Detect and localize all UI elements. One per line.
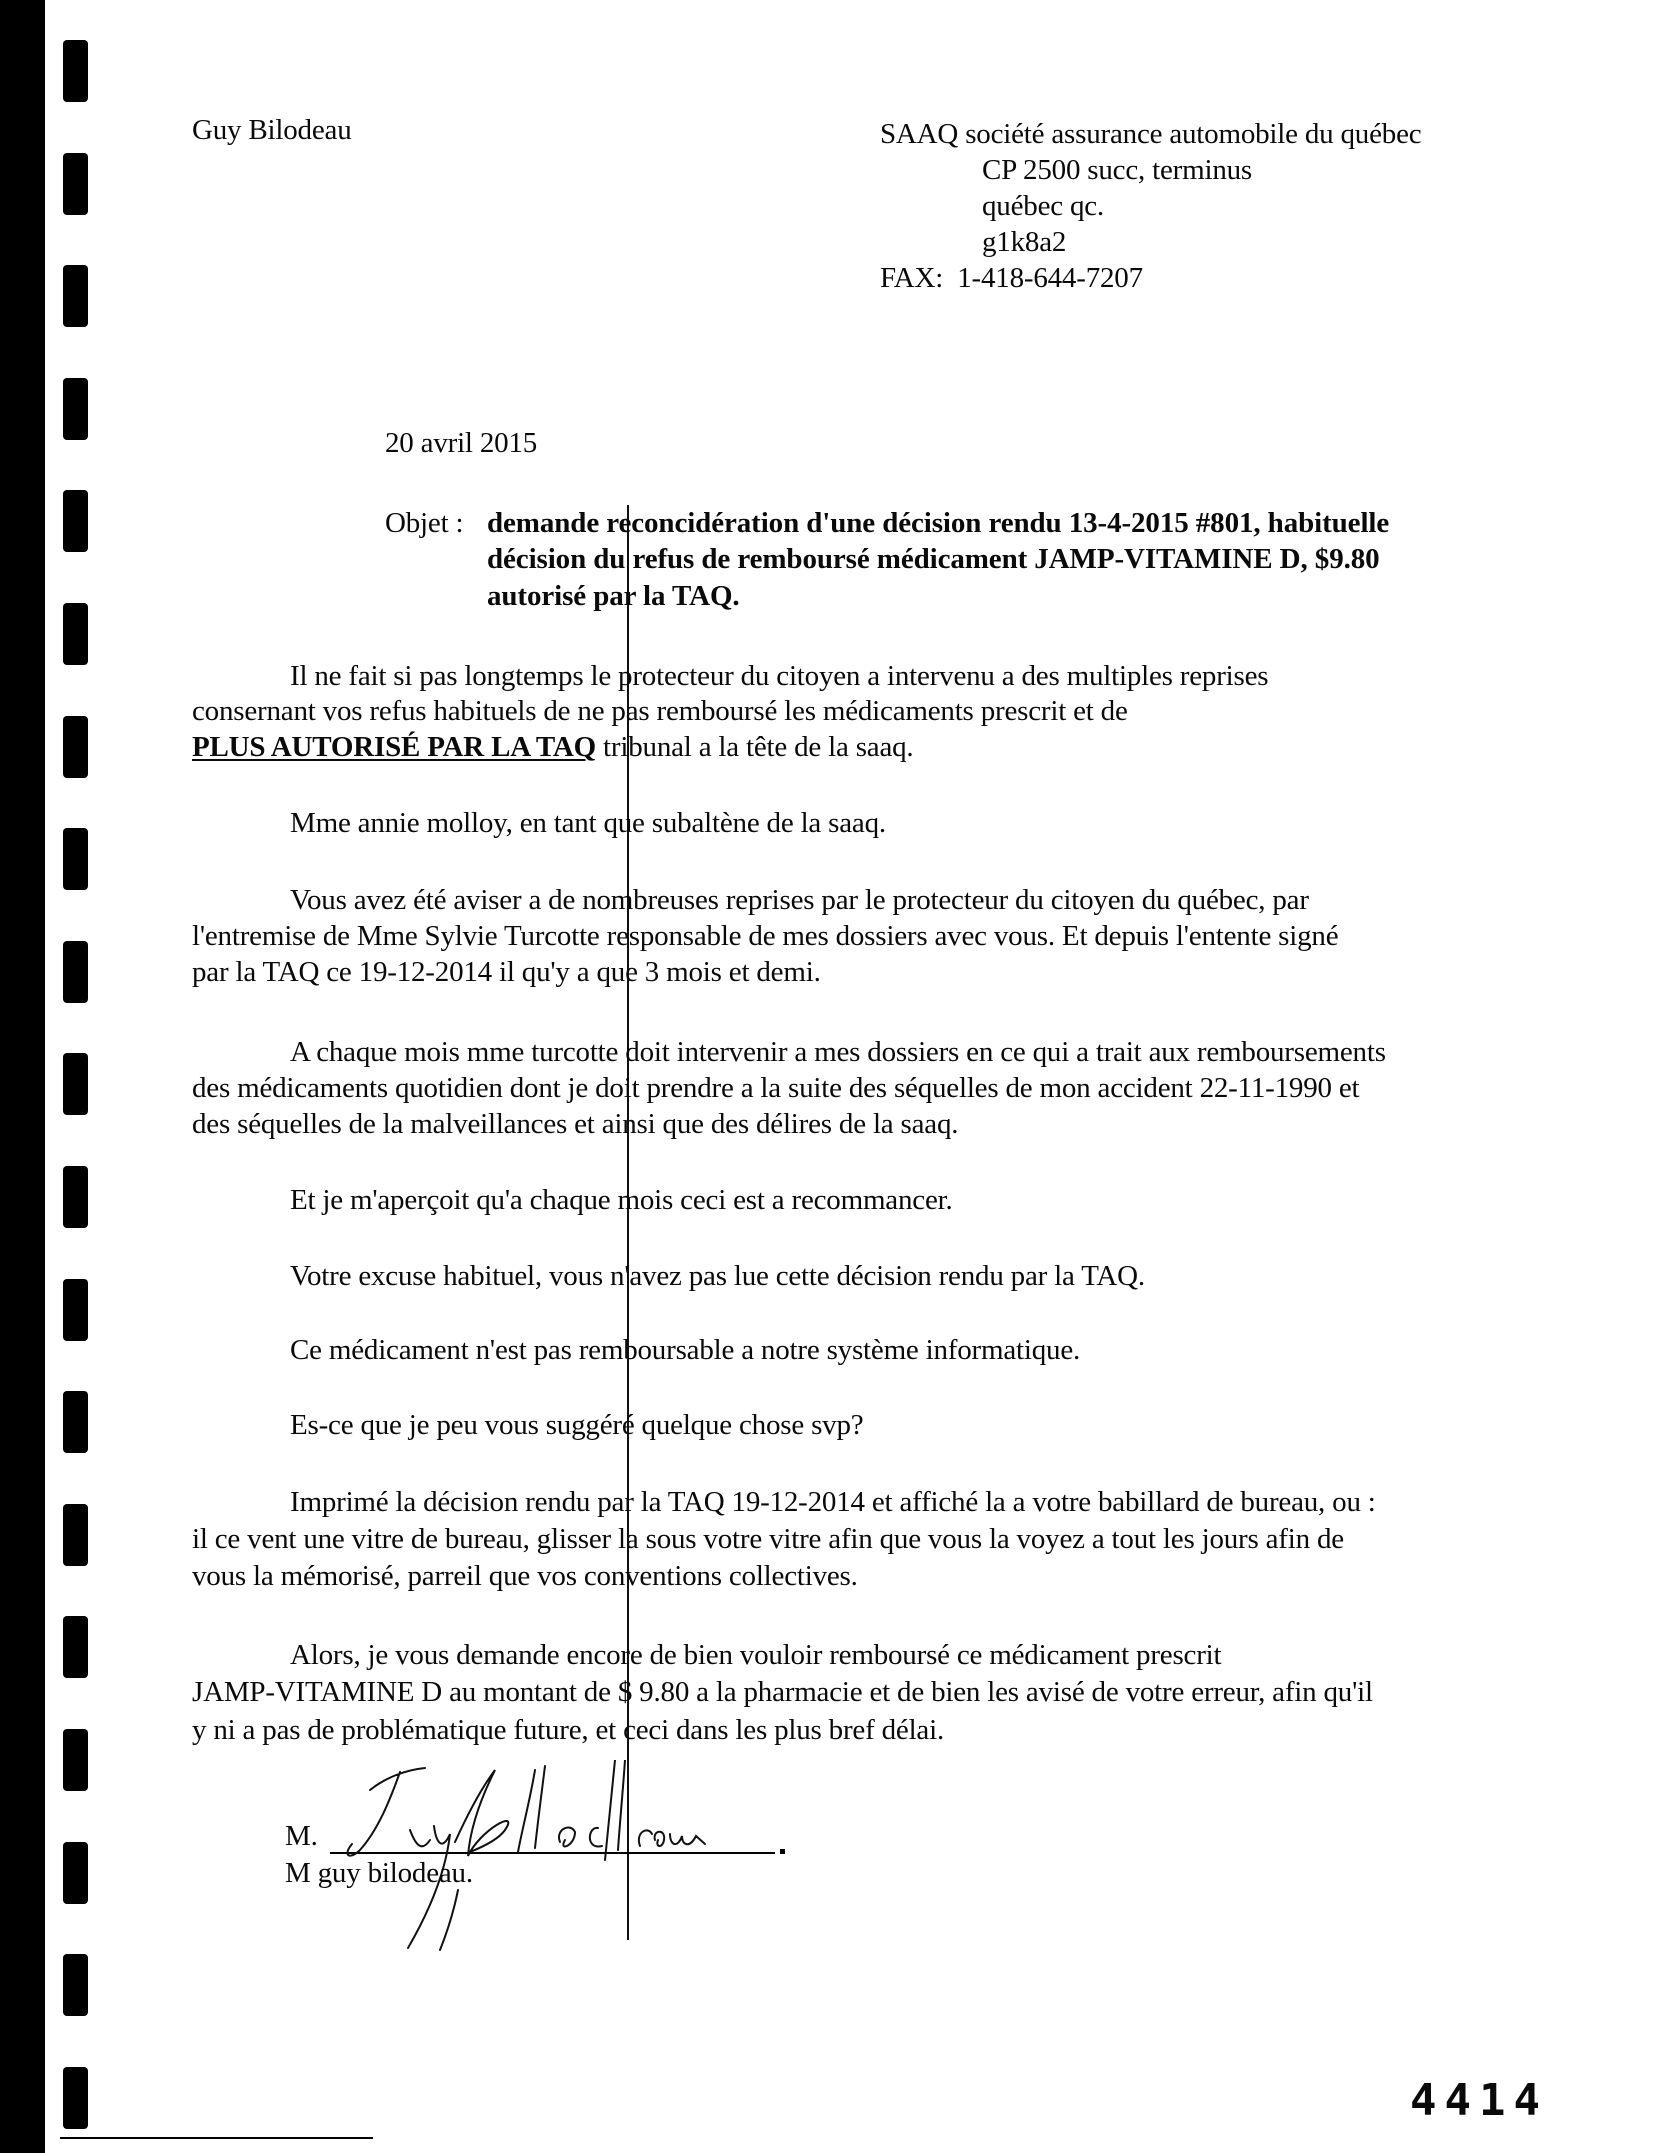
binder-hole	[63, 1616, 88, 1678]
paragraph-line: Imprimé la décision rendu par la TAQ 19-12-2014 et affiché la a votre babillard de bureau, ou :	[290, 1486, 1376, 1518]
paragraph-line: JAMP-VITAMINE D au montant de $ 9.80 a la pharmacie et de bien les avisé de votre erreur, afin qu'il	[192, 1676, 1373, 1708]
binder-hole	[63, 1954, 88, 2016]
binder-hole	[63, 603, 88, 665]
recipient-fax: FAX: 1-418-644-7207	[880, 262, 1143, 294]
recipient-line-3: québec qc.	[982, 190, 1104, 222]
binder-hole	[63, 40, 88, 102]
signature-printed-name: M guy bilodeau.	[285, 1857, 473, 1889]
paragraph-line: A chaque mois mme turcotte doit intervenir a mes dossiers en ce qui a trait aux remboursements	[290, 1036, 1386, 1068]
subject-label: Objet :	[385, 507, 464, 539]
paragraph-text: tribunal a la tête de la saaq.	[596, 731, 914, 763]
paragraph-line: l'entremise de Mme Sylvie Turcotte responsable de mes dossiers avec vous. Et depuis l'entente signé	[192, 920, 1339, 952]
paragraph-line: par la TAQ ce 19-12-2014 il qu'y a que 3 mois et demi.	[192, 956, 821, 988]
binder-hole	[63, 2067, 88, 2129]
paragraph-line: des séquelles de la malveillances et ainsi que des délires de la saaq.	[192, 1108, 959, 1140]
binder-hole	[63, 153, 88, 215]
binder-hole	[63, 1166, 88, 1228]
scan-edge-strip	[0, 0, 45, 2153]
paragraph-5: Et je m'aperçoit qu'a chaque mois ceci est a recommancer.	[290, 1184, 953, 1216]
paragraph-line: Vous avez été aviser a de nombreuses reprises par le protecteur du citoyen du québec, par	[290, 884, 1309, 916]
recipient-line-2: CP 2500 succ, terminus	[982, 154, 1253, 186]
binder-hole	[63, 1729, 88, 1791]
emphasis-text: PLUS AUTORISÉ PAR LA TAQ	[192, 731, 596, 763]
paragraph-line: Alors, je vous demande encore de bien vouloir remboursé ce médicament prescrit	[290, 1639, 1222, 1671]
sender-name: Guy Bilodeau	[192, 114, 352, 146]
binder-hole	[63, 828, 88, 890]
letter-date: 20 avril 2015	[385, 427, 538, 459]
page-number-stamp: 4414	[1410, 2075, 1548, 2126]
binder-hole	[63, 1504, 88, 1566]
binder-hole	[63, 490, 88, 552]
binder-hole	[63, 1842, 88, 1904]
paragraph-2: Mme annie molloy, en tant que subaltène de la saaq.	[290, 807, 886, 839]
binder-hole	[63, 1279, 88, 1341]
binder-hole	[63, 1053, 88, 1115]
bottom-rule	[60, 2137, 373, 2139]
paragraph-7: Ce médicament n'est pas remboursable a notre système informatique.	[290, 1334, 1081, 1366]
binder-hole	[63, 941, 88, 1003]
paragraph-line: consernant vos refus habituels de ne pas remboursé les médicaments prescrit et de	[192, 695, 1128, 727]
binder-hole	[63, 1391, 88, 1453]
binder-hole	[63, 378, 88, 440]
paragraph-line: vous la mémorisé, parreil que vos conventions collectives.	[192, 1560, 858, 1592]
paragraph-line: y ni a pas de problématique future, et ceci dans les plus bref délai.	[192, 1714, 945, 1746]
subject-line-1: demande reconcidération d'une décision rendu 13-4-2015 #801, habituelle	[487, 507, 1390, 539]
paragraph-line	[192, 729, 914, 765]
subject-line-2: décision du refus de remboursé médicament JAMP-VITAMINE D, $9.80	[487, 543, 1380, 575]
binder-hole	[63, 265, 88, 327]
paragraph-line: Il ne fait si pas longtemps le protecteur du citoyen a intervenu a des multiples reprises	[290, 660, 1269, 692]
paragraph-line: des médicaments quotidien dont je doit prendre a la suite des séquelles de mon accident 22-11-1990 et	[192, 1072, 1360, 1104]
recipient-line-4: g1k8a2	[982, 226, 1067, 258]
subject-line-3: autorisé par la TAQ.	[487, 580, 740, 612]
signature-prefix: M.	[285, 1820, 318, 1852]
paragraph-line: il ce vent une vitre de bureau, glisser la sous votre vitre afin que vous la voyez a tout les jours afin de	[192, 1523, 1344, 1555]
binder-hole	[63, 716, 88, 778]
paragraph-6: Votre excuse habituel, vous n'avez pas lue cette décision rendu par la TAQ.	[290, 1260, 1145, 1292]
recipient-line-1: SAAQ société assurance automobile du québec	[880, 118, 1422, 150]
paragraph-8: Es-ce que je peu vous suggéré quelque chose svp?	[290, 1409, 864, 1441]
